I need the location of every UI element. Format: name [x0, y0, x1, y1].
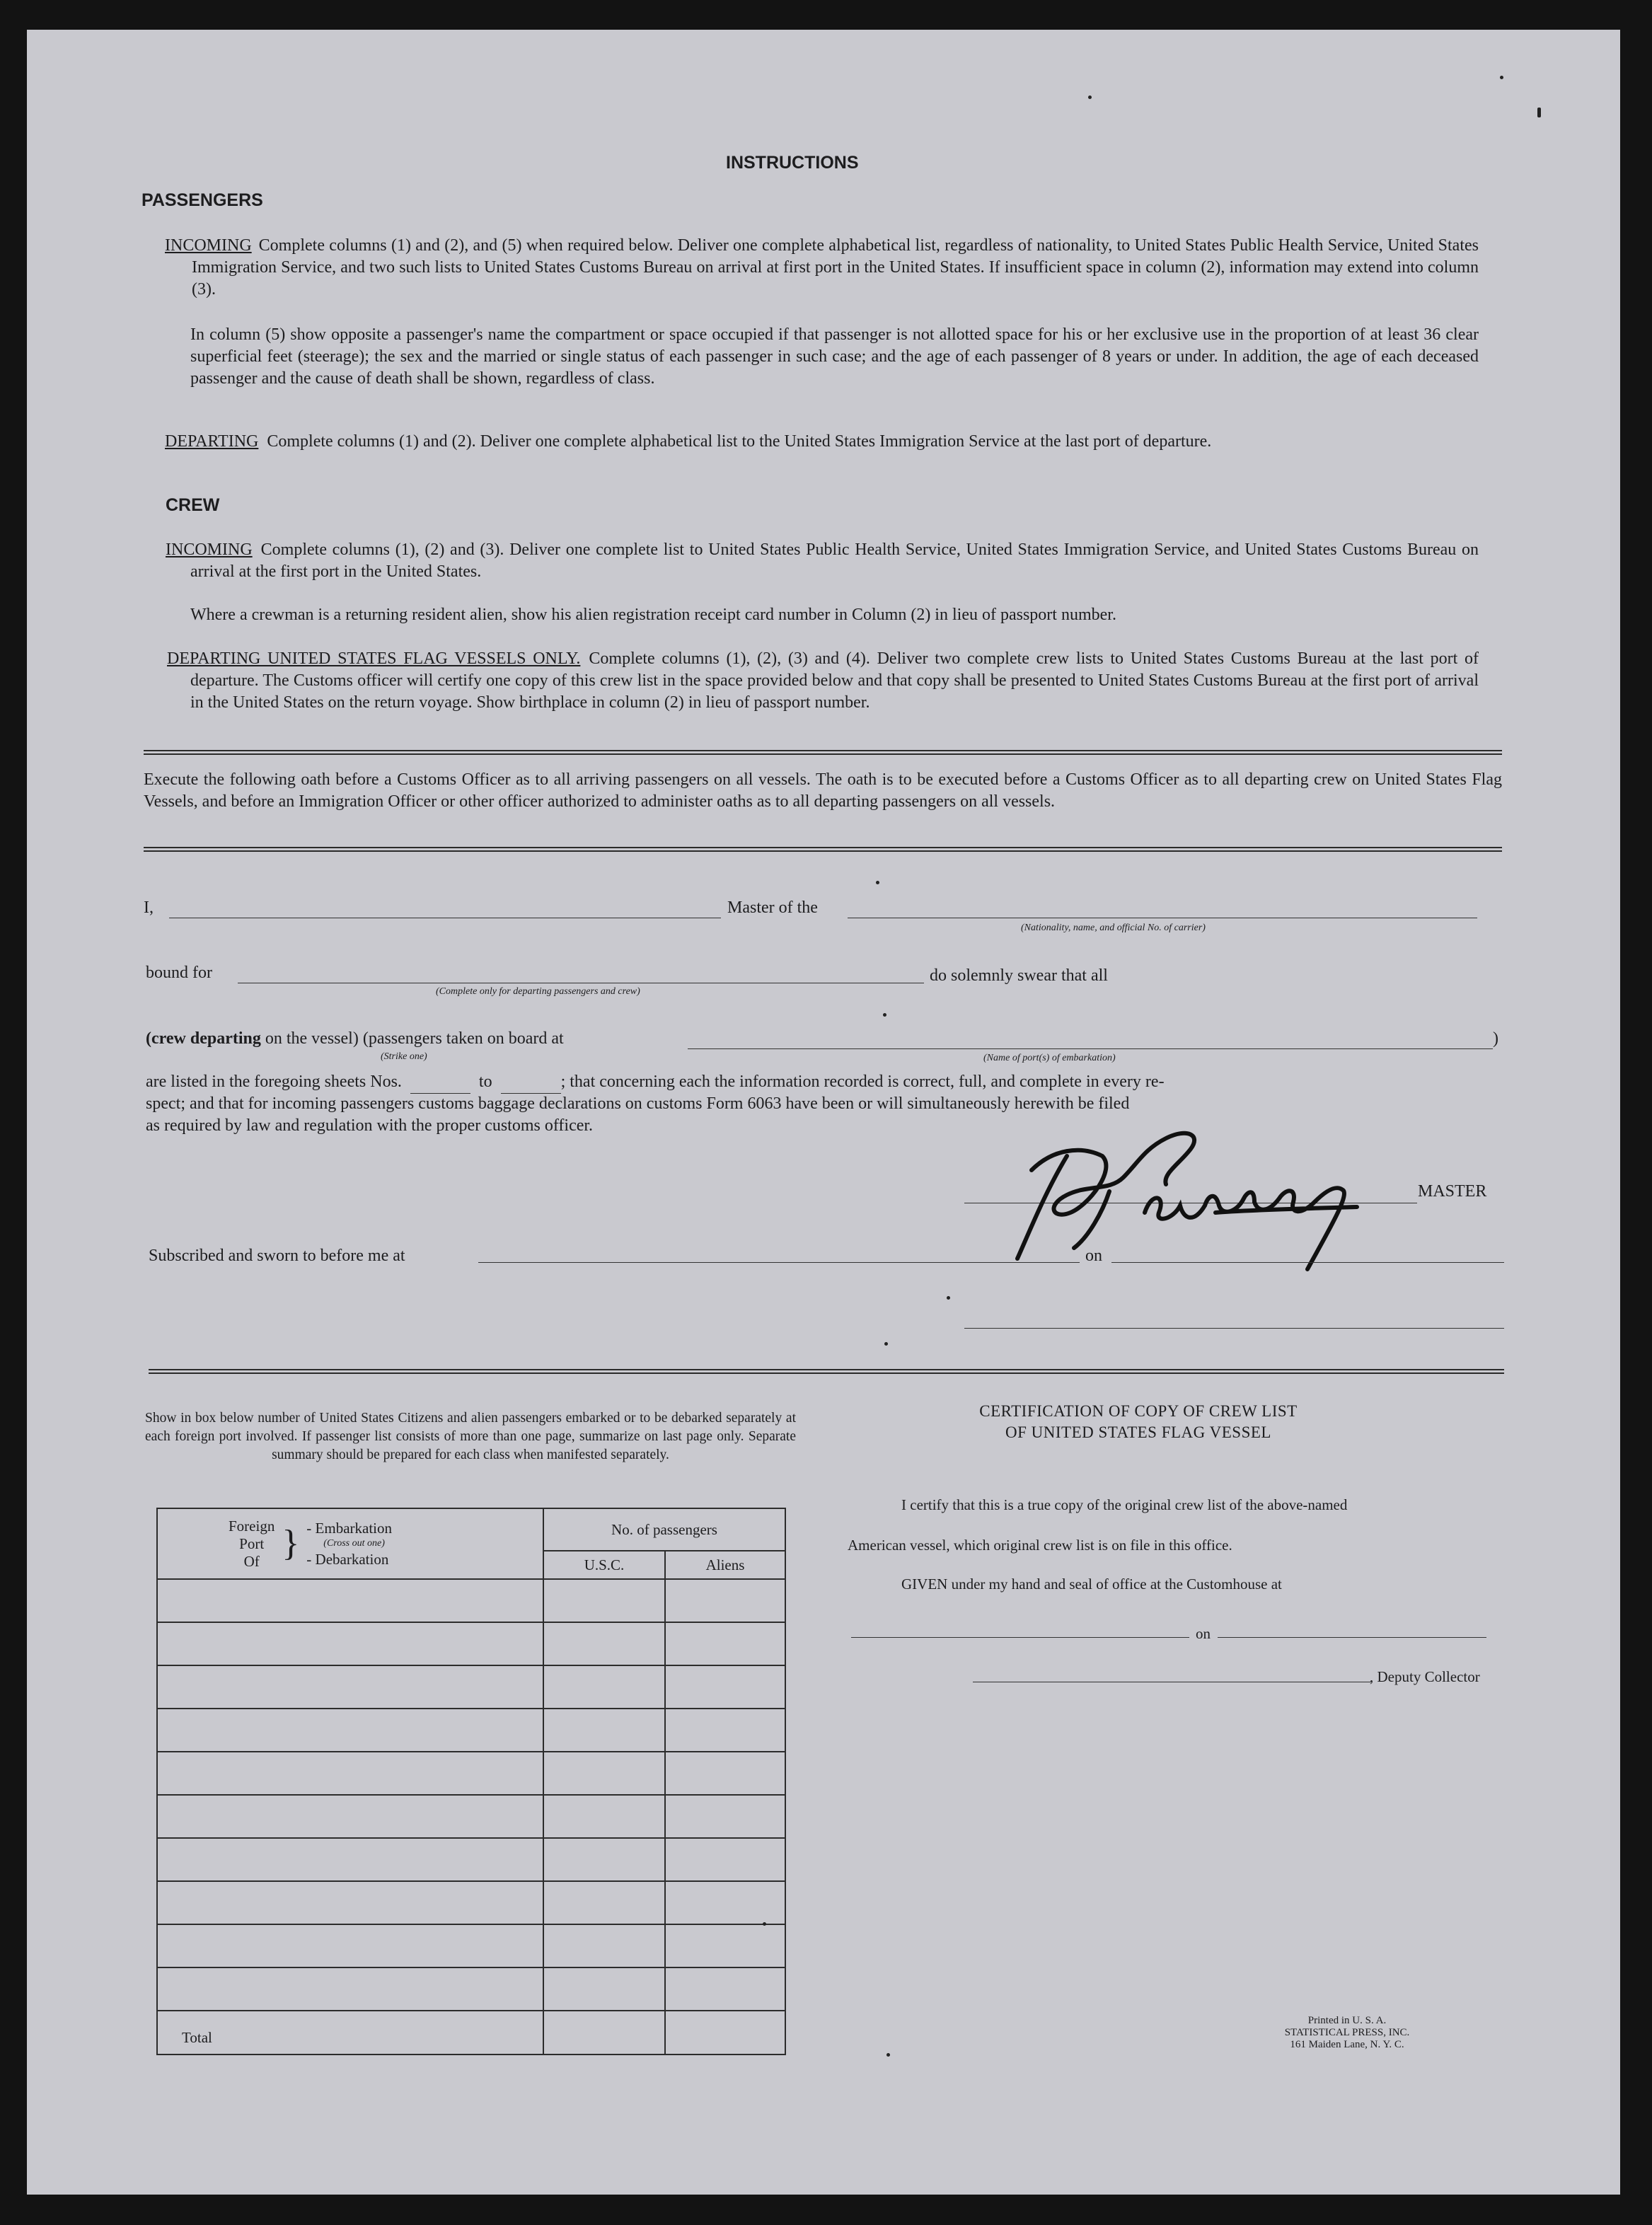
master-signature [1003, 1106, 1399, 1276]
listed-text-4: as required by law and regulation with the proper customs officer. [146, 1116, 594, 1135]
crew-departing-strike [146, 1028, 564, 1050]
embark-debark-options [306, 1520, 392, 1567]
foreign-port-label [229, 1518, 275, 1571]
column5-text: In column (5) show opposite a passenger's name the compartment or space occupied if that passenger is not allotted space for his or her exclusive use in the proportion of at least 36 clear superficial feet (steerage); the sex and the married or single status of each passenger in such case; and the age of each passenger of 8 years or under. In addition, the age of each deceased passenger and the cause of death shall be shown, regardless of class. [190, 325, 1479, 388]
master-of-label: Master of the [727, 898, 818, 917]
table-row [157, 1709, 785, 1752]
oath-instruction: Execute the following oath before a Customs Officer as to all arriving passengers on all vessels. The oath is to be executed before a Customs Officer as to all departing crew on United States Flag Vessels, and before an Immigration Officer or other officer authorized to administer oaths as to all departing passengers on all vessels. [144, 770, 1502, 811]
stray-mark [763, 1922, 766, 1926]
aliens-cell[interactable] [665, 1924, 785, 1967]
cert-date-line[interactable] [1218, 1637, 1486, 1638]
port-line[interactable] [688, 1048, 1493, 1049]
usc-cell[interactable] [543, 1579, 665, 1622]
subscribed-label: Subscribed and sworn to before me at [149, 1247, 405, 1265]
sheet-from-blank[interactable] [410, 1071, 470, 1094]
table-row [157, 1795, 785, 1838]
swear-label: do solemnly swear that all [930, 966, 1108, 985]
crew-incoming-label: INCOMING [166, 541, 253, 559]
aliens-cell[interactable] [665, 1752, 785, 1795]
stray-mark [876, 881, 879, 884]
stray-mark [884, 1342, 888, 1346]
debarkation-option[interactable]: - Debarkation [306, 1551, 389, 1568]
table-row [157, 1881, 785, 1924]
strike-one-caption: (Strike one) [381, 1051, 427, 1062]
foreign-word: Foreign [229, 1517, 275, 1535]
total-aliens-cell[interactable] [665, 2011, 785, 2054]
crew-incoming-block [166, 539, 1479, 583]
crew-departing-label: DEPARTING UNITED STATES FLAG VESSELS ONLY. [167, 649, 581, 668]
summary-instruction: Show in box below number of United States Citizens and alien passengers embarked or to be debarked separately at each foreign port involved. If passenger list consists of more than one page, summarize on last page only. Separate summary should be prepared for each class when manifested separately. [145, 1411, 796, 1462]
aliens-cell[interactable] [665, 1622, 785, 1665]
table-row [157, 1665, 785, 1709]
sworn-at-line[interactable] [478, 1262, 1080, 1263]
deputy-collector-label: , Deputy Collector [1370, 1668, 1480, 1685]
port-cell[interactable] [157, 1795, 543, 1838]
aliens-cell[interactable] [665, 1579, 785, 1622]
stray-mark [883, 1013, 886, 1017]
crew-resident-text: Where a crewman is a returning resident alien, show his alien registration receipt card number in Column (2) in lieu of passport number. [190, 606, 1116, 624]
crew-heading: CREW [166, 495, 220, 515]
cert-place-line[interactable] [851, 1637, 1189, 1638]
form-sheet [27, 30, 1620, 2195]
table-row [157, 1752, 785, 1795]
crew-incoming-text: Complete columns (1), (2) and (3). Deliver one complete list to United States Public Health Service, United States Immigration Service, and United States Customs Bureau on arrival at the first port in the United States. [190, 541, 1479, 581]
sworn-date-line[interactable] [1111, 1262, 1504, 1263]
stray-mark [1537, 108, 1541, 117]
usc-cell[interactable] [543, 1665, 665, 1709]
port-cell[interactable] [157, 1924, 543, 1967]
aliens-cell[interactable] [665, 1709, 785, 1752]
officer-signature-line[interactable] [964, 1328, 1504, 1329]
port-cell[interactable] [157, 1752, 543, 1795]
aliens-cell[interactable] [665, 1795, 785, 1838]
printer-imprint [1259, 2015, 1436, 2051]
cert-text-2: American vessel, which original crew list is on file in this office. [848, 1537, 1232, 1554]
master-label: MASTER [1418, 1182, 1487, 1201]
total-row [157, 2011, 785, 2054]
passengers-departing-text: Complete columns (1) and (2). Deliver one complete alphabetical list to the United States Immigration Service at the last port of departure. [267, 432, 1212, 451]
divider-2 [144, 847, 1502, 852]
stray-mark [947, 1296, 950, 1300]
table-row [157, 1579, 785, 1622]
usc-cell[interactable] [543, 1795, 665, 1838]
sworn-on-label: on [1085, 1247, 1102, 1265]
crew-departing-bold: (crew departing [146, 1029, 261, 1048]
listed-text-1: are listed in the foregoing sheets Nos. [146, 1073, 402, 1091]
listed-text-3: spect; and that for incoming passengers customs baggage declarations on customs Form 6063 have been or will simultaneously herewith be filed [146, 1094, 1130, 1113]
usc-cell[interactable] [543, 1622, 665, 1665]
port-word: Port [239, 1535, 265, 1552]
aliens-cell[interactable] [665, 1665, 785, 1709]
close-paren: ) [1493, 1029, 1498, 1048]
cert-title-1: CERTIFICATION OF COPY OF CREW LIST [979, 1402, 1298, 1420]
usc-header: U.S.C. [543, 1551, 665, 1579]
passenger-summary-table [156, 1508, 786, 2055]
usc-cell[interactable] [543, 1924, 665, 1967]
divider-3 [149, 1369, 1504, 1374]
passengers-incoming-block [165, 235, 1479, 301]
aliens-cell[interactable] [665, 1881, 785, 1924]
table-row [157, 1838, 785, 1881]
port-cell[interactable] [157, 1579, 543, 1622]
on-vessel-text: on the vessel) (passengers taken on board at [265, 1029, 564, 1048]
no-of-passengers-header: No. of passengers [543, 1508, 785, 1551]
oath-i-label: I, [144, 898, 154, 917]
page-title: INSTRUCTIONS [726, 153, 859, 173]
port-cell[interactable] [157, 1622, 543, 1665]
aliens-header: Aliens [665, 1551, 785, 1579]
bound-for-label: bound for [146, 964, 212, 982]
table-row [157, 1924, 785, 1967]
table-row [157, 1622, 785, 1665]
of-word: Of [243, 1552, 260, 1570]
listed-text-2: ; that concerning each the information recorded is correct, full, and complete in every re- [560, 1073, 1165, 1091]
printer-line-3: 161 Maiden Lane, N. Y. C. [1290, 2039, 1404, 2050]
printer-line-1: Printed in U. S. A. [1307, 2015, 1387, 2026]
stray-mark [1500, 76, 1503, 79]
passengers-departing-block [165, 431, 1479, 453]
aliens-cell[interactable] [665, 1838, 785, 1881]
usc-cell[interactable] [543, 1752, 665, 1795]
total-label: Total [157, 2011, 543, 2054]
cross-out-note: (Cross out one) [323, 1538, 385, 1549]
usc-cell[interactable] [543, 1838, 665, 1881]
passengers-departing-label: DEPARTING [165, 432, 259, 451]
nationality-caption: (Nationality, name, and official No. of carrier) [1021, 923, 1206, 933]
table-row [157, 1967, 785, 2011]
cert-given: GIVEN under my hand and seal of office at the Customhouse at [901, 1576, 1282, 1593]
port-cell[interactable] [157, 1665, 543, 1709]
port-cell[interactable] [157, 1881, 543, 1924]
usc-cell[interactable] [543, 1967, 665, 2011]
bound-caption: (Complete only for departing passengers and crew) [436, 986, 640, 997]
port-caption: (Name of port(s) of embarkation) [983, 1053, 1116, 1063]
port-header-cell [157, 1508, 543, 1579]
cert-on-label: on [1196, 1625, 1211, 1642]
sheet-to-blank[interactable] [501, 1071, 561, 1094]
crew-departing-text: Complete columns (1), (2), (3) and (4). Deliver two complete crew lists to United States Customs Bureau at the last port of departure. The Customs officer will certify one copy of this crew list in the space provided below and that copy shall be presented to United States Customs Bureau at the first port of arrival in the United States on the return voyage. Show birthplace in column (2) in lieu of passport number. [190, 649, 1479, 712]
listed-line-1 [146, 1071, 1165, 1094]
divider-1 [144, 750, 1502, 755]
usc-cell[interactable] [543, 1709, 665, 1752]
stray-mark [886, 2053, 890, 2057]
stray-mark [1088, 96, 1092, 99]
usc-cell[interactable] [543, 1881, 665, 1924]
passengers-incoming-label: INCOMING [165, 236, 252, 255]
aliens-cell[interactable] [665, 1967, 785, 2011]
crew-departing-block [167, 648, 1479, 714]
port-cell[interactable] [157, 1838, 543, 1881]
passengers-incoming-text: Complete columns (1) and (2), and (5) when required below. Deliver one complete alphabetical list, regardless of nationality, to United States Public Health Service, United States Immigration Service, and two such lists to United States Customs Bureau on arrival at first port in the United States. If insufficient space in column (2), information may extend into column (3). [192, 236, 1479, 299]
cert-text-1: I certify that this is a true copy of the original crew list of the above-named [901, 1496, 1348, 1513]
total-usc-cell[interactable] [543, 2011, 665, 2054]
embarkation-option[interactable]: - Embarkation [306, 1520, 393, 1537]
to-word: to [478, 1073, 492, 1091]
cert-title-2: OF UNITED STATES FLAG VESSEL [1005, 1423, 1271, 1441]
printer-line-2: STATISTICAL PRESS, INC. [1284, 2027, 1410, 2038]
port-cell[interactable] [157, 1709, 543, 1752]
port-cell[interactable] [157, 1967, 543, 2011]
brace: } [282, 1523, 300, 1564]
passengers-heading: PASSENGERS [141, 190, 263, 210]
